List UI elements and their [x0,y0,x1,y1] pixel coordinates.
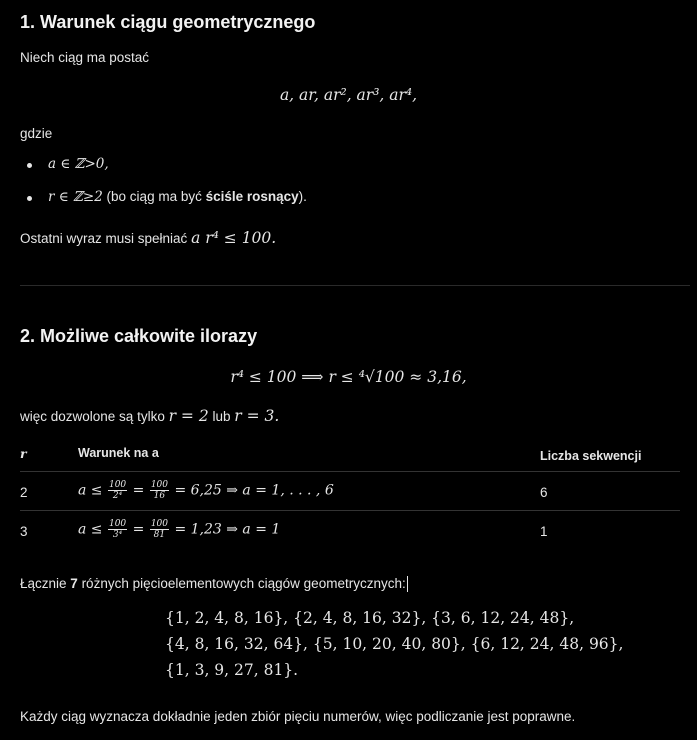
last-term-line [20,229,276,247]
bullet-1 [48,156,109,172]
text-cursor [407,576,408,592]
sequence-sets [165,605,623,683]
bullet-dot-2 [27,196,32,201]
bullet2-text: (bo ciąg ma być [102,189,206,204]
total-text-post: różnych pięcioelementowych ciągów geometrycznych: [77,576,406,591]
allowed-r2: r = 2 [168,407,209,425]
sets-line-2: {4, 8, 16, 32, 64}, {5, 10, 20, 40, 80}, {6, 12, 24, 48, 96}, [165,635,624,653]
last-term-math: a r⁴ ≤ 100. [191,229,277,247]
table-row-1-count: 6 [540,485,548,500]
bullet2-end: ). [298,189,307,204]
allowed-r3: r = 3. [234,407,280,425]
sets-line-1: {1, 2, 4, 8, 16}, {2, 4, 8, 16, 32}, {3, 6, 12, 24, 48}, [165,609,575,627]
bullet-dot-1 [27,163,32,168]
table-header-r: r [20,446,27,461]
row1-condition-rest: = 6,25 ⇒ a = 1, . . . , 6 [174,482,334,499]
allowed-text: więc dozwolone są tylko [20,409,169,424]
table-header-count: Liczba sekwencji [540,449,642,463]
table-row-1-condition: a ≤ $\frac{100}{\text{2⁴}}$ = $\frac{100}{16}$ = 6,25 ⇒ a = 1, . . . , 6 [78,480,334,501]
row2-condition-rest: = 1,23 ⇒ a = 1 [174,521,281,538]
sequence-formula: a, ar, ar², ar³, ar⁴, [279,86,418,104]
allowed-or: lub [208,409,235,424]
section2-heading: 2. Możliwe całkowite ilorazy [20,326,258,346]
total-number: 7 [70,576,78,591]
total-text-pre: Łącznie [20,576,71,591]
table-row-line [20,510,680,511]
intro-text: Niech ciąg ma postać [20,50,150,65]
total-line [20,576,408,592]
table-row-2-condition: a ≤ $\frac{100}{\text{3⁴}}$ = $\frac{100}{81}$ = 1,23 ⇒ a = 1 [78,519,281,540]
bullet2-bold: ściśle rosnący [205,189,299,204]
sets-line-3: {1, 3, 9, 27, 81}. [165,661,299,679]
where-text: gdzie [20,126,53,141]
table-row-2-r: 3 [20,524,28,539]
inequality-formula: r⁴ ≤ 100 ⟹ r ≤ ⁴√100 ≈ 3,16, [230,368,467,386]
bullet1-math: a ∈ ℤ>0, [48,156,109,172]
section1-heading: 1. Warunek ciągu geometrycznego [20,12,316,32]
table-header-condition: Warunek na a [78,446,159,460]
allowed-line [20,407,279,425]
section-divider [20,285,690,286]
table-header-line [20,471,680,472]
conclusion-text: Każdy ciąg wyznacza dokładnie jeden zbiór pięciu numerów, więc podliczanie jest poprawne. [20,709,576,724]
table-row-2-count: 1 [540,524,548,539]
last-term-text: Ostatni wyraz musi spełniać [20,231,192,246]
bullet2-math: r ∈ ℤ≥2 [48,189,103,205]
bullet-2 [48,189,307,205]
table-row-1-r: 2 [20,485,28,500]
